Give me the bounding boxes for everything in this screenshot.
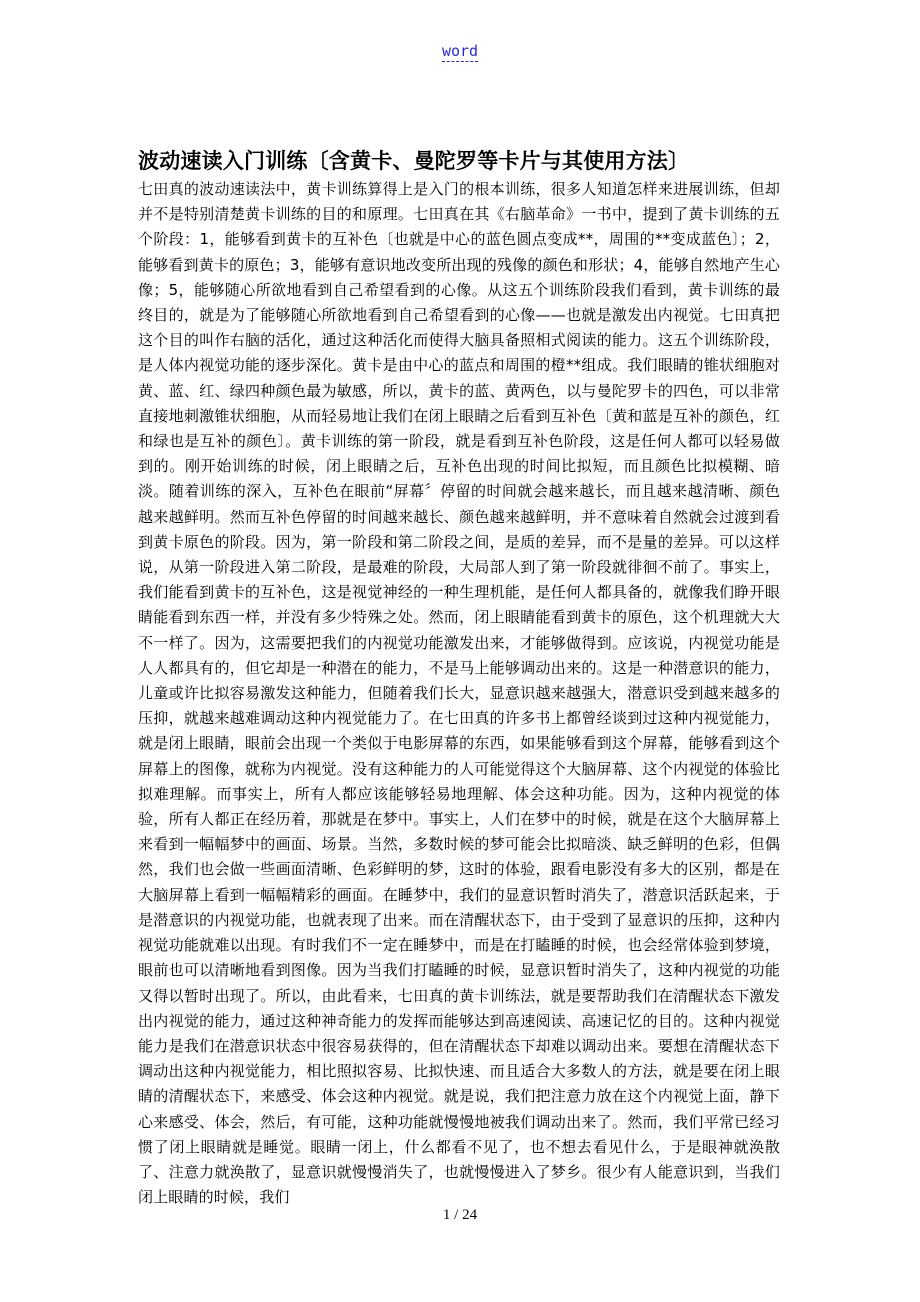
document-title: 波动速读入门训练〔含黄卡、曼陀罗等卡片与其使用方法〕 (138, 149, 690, 173)
header-link-text[interactable]: word (441, 42, 479, 60)
header-word-link[interactable] (0, 41, 920, 61)
page-number: 1 / 24 (442, 1207, 478, 1223)
document-body: 七田真的波动速读法中，黄卡训练算得上是入门的根本训练，很多人知道怎样来进展训练，但却并不是特别清楚黄卡训练的目的和原理。七田真在其《右脑革命》一书中，提到了黄卡训练的五个阶段：1，能够看到黄卡的互补色〔也就是中心的蓝色圆点变成**，周围的**变成蓝色〕；2，能够看到黄卡的原色；3，能够有意识地改变所出现的残像的颜色和形状；4，能够自然地产生心像；5，能够随心所欲地看到自己希望看到的心像。从这五个训练阶段我们看到，黄卡训练的最终目的，就是为了能够随心所欲地看到自己希望看到的心像——也就是激发出内视觉。七田真把这个目的叫作右脑的活化，通过这种活化而使得大脑具备照相式阅读的能力。这五个训练阶段，是人体内视觉功能的逐步深化。黄卡是由中心的蓝点和周围的橙**组成。我们眼睛的锥状细胞对黄、蓝、红、绿四种颜色最为敏感，所以，黄卡的蓝、黄两色，以与曼陀罗卡的四色，可以非常直接地刺激锥状细胞，从而轻易地让我们在闭上眼睛之后看到互补色〔黄和蓝是互补的颜色，红和绿也是互补的颜色〕。黄卡训练的第一阶段，就是看到互补色阶段，这是任何人都可以轻易做到的。刚开始训练的时候，闭上眼睛之后，互补色出现的时间比拟短，而且颜色比拟模糊、暗淡。随着训练的深入，互补色在眼前“屏幕〞停留的时间就会越来越长，而且越来越清晰、颜色越来越鲜明。然而互补色停留的时间越来越长、颜色越来越鲜明，并不意味着自然就会过渡到看到黄卡原色的阶段。因为，第一阶段和第二阶段之间，是质的差异，而不是量的差异。可以这样说，从第一阶段进入第二阶段，是最难的阶段，大局部人到了第一阶段就徘徊不前了。事实上，我们能看到黄卡的互补色，这是视觉神经的一种生理机能，是任何人都具备的，就像我们睁开眼睛能看到东西一样，并没有多少特殊之处。然而，闭上眼睛能看到黄卡的原色，这个机理就大大不一样了。因为，这需要把我们的内视觉功能激发出来，才能够做得到。应该说，内视觉功能是人人都具有的，但它却是一种潜在的能力，不是马上能够调动出来的。这是一种潜意识的能力，儿童或许比拟容易激发这种能力，但随着我们长大，显意识越来越强大，潜意识受到越来越多的压抑，就越来越难调动这种内视觉能力了。在七田真的许多书上都曾经谈到过这种内视觉能力，就是闭上眼睛，眼前会出现一个类似于电影屏幕的东西，如果能够看到这个屏幕，能够看到这个屏幕上的图像，就称为内视觉。没有这种能力的人可能觉得这个大脑屏幕、这个内视觉的体验比拟难理解。而事实上，所有人都应该能够轻易地理解、体会这种功能。因为，这种内视觉的体验，所有人都正在经历着，那就是在梦中。事实上，人们在梦中的时候，就是在这个大脑屏幕上来看到一幅幅梦中的画面、场景。当然，多数时候的梦可能会比拟暗淡、缺乏鲜明的色彩，但偶然，我们也会做一些画面清晰、色彩鲜明的梦，这时的体验，跟看电影没有多大的区别，都是在大脑屏幕上看到一幅幅精彩的画面。在睡梦中，我们的显意识暂时消失了，潜意识活跃起来，于是潜意识的内视觉功能，也就表现了出来。而在清醒状态下，由于受到了显意识的压抑，这种内视觉功能就难以出现。有时我们不一定在睡梦中，而是在打瞌睡的时候，也会经常体验到梦境，眼前也可以清晰地看到图像。因为当我们打瞌睡的时候，显意识暂时消失了，这种内视觉的功能又得以暂时出现了。所以，由此看来，七田真的黄卡训练法，就是要帮助我们在清醒状态下激发出内视觉的能力，通过这种神奇能力的发挥而能够达到高速阅读、高速记忆的目的。这种内视觉能力是我们在潜意识状态中很容易获得的，但在清醒状态下却难以调动出来。要想在清醒状态下调动出这种内视觉能力，相比照拟容易、比拟快速、而且适合大多数人的方法，就是要在闭上眼睛的清醒状态下，来感受、体会这种内视觉。就是说，我们把注意力放在这个内视觉上面，静下心来感受、体会，然后，有可能，这种功能就慢慢地被我们调动出来了。然而，我们平常已经习惯了闭上眼睛就是睡觉。眼睛一闭上，什么都看不见了，也不想去看见什么，于是眼神就涣散了、注意力就涣散了，显意识就慢慢消失了，也就慢慢进入了梦乡。很少有人能意识到，当我们闭上眼睛的时候，我们 (138, 180, 780, 1207)
